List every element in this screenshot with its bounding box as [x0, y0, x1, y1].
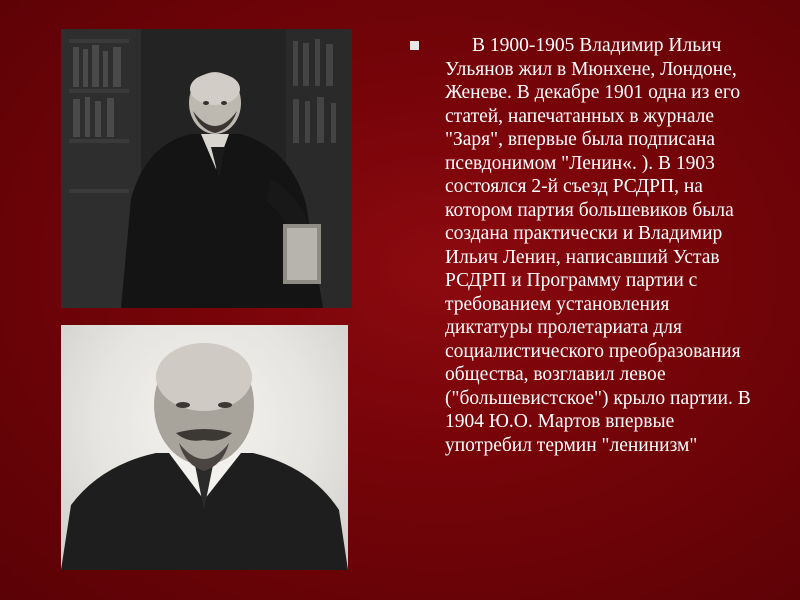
bullet-square-icon: [410, 41, 419, 50]
body-paragraph: В 1900-1905 Владимир Ильич Ульянов жил в Мюнхене, Лондоне, Женеве. В декабре 1901 одна из его статей, напечатанных в журнале "Заря", впервые была подписана псевдонимом "Ленин«. ). В 1903 состоялся 2-й съезд РСДРП, на котором партия большевиков была создана практически и Владимир Ильич Ленин, написавший Устав РСДРП и Программу партии с требованием установления диктатуры пролетариата для социалистического преобразования общества, возглавил левое ("большевистское") крыло партии. В 1904 Ю.О. Мартов впервые употребил термин "ленинизм": [445, 35, 751, 456]
portrait-photo-bust: [61, 325, 348, 570]
portrait-photo-seated: [61, 29, 352, 308]
text-block: [410, 34, 755, 457]
